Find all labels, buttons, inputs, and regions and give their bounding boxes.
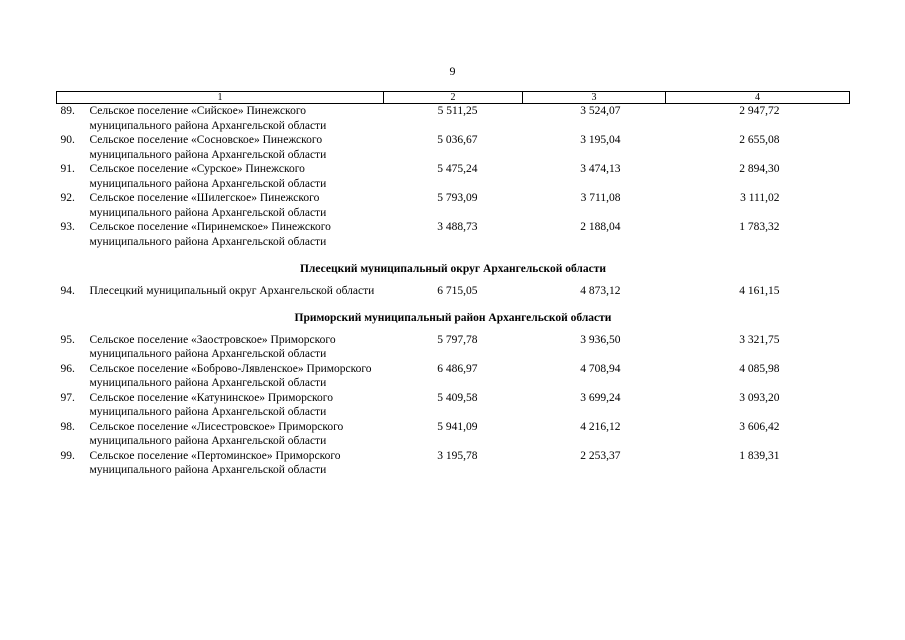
table-row <box>57 104 850 134</box>
settlement-cell <box>57 449 384 478</box>
value-col-3: 2 253,37 <box>580 449 621 462</box>
settlement-name: Сельское поселение «Сосновское» Пинежского муниципального района Архангельской области <box>89 134 327 161</box>
header-col-1: 1 <box>57 92 384 104</box>
value-col-2: 3 488,73 <box>437 221 478 233</box>
value-col-4: 2 947,72 <box>739 105 780 117</box>
section-heading-row <box>57 298 850 333</box>
value-col-2: 5 409,58 <box>437 391 478 404</box>
table-row <box>57 333 850 362</box>
table-header <box>57 92 850 104</box>
settlement-name: Сельское поселение «Сийское» Пинежского муниципального района Архангельской области <box>89 105 327 132</box>
row-number: 94. <box>60 284 75 297</box>
section-title: Приморский муниципальный район Архангельской области <box>294 312 612 324</box>
page-number: 9 <box>449 64 456 78</box>
settlement-cell <box>57 104 384 134</box>
table-body <box>57 104 850 478</box>
value-col-3: 4 873,12 <box>580 284 621 297</box>
header-col-2: 2 <box>384 92 523 104</box>
value-col-2: 5 511,25 <box>437 105 478 117</box>
table-row <box>57 220 850 249</box>
value-col-4: 3 606,42 <box>739 420 780 433</box>
value-col-3: 3 699,24 <box>580 391 621 404</box>
settlement-name: Плесецкий муниципальный округ Архангельской области <box>89 284 375 297</box>
value-col-2: 3 195,78 <box>437 449 478 462</box>
row-number: 93. <box>60 221 75 233</box>
table-row <box>57 362 850 391</box>
value-col-3: 3 195,04 <box>580 134 621 146</box>
table-row <box>57 133 850 162</box>
value-col-3: 4 708,94 <box>580 362 621 375</box>
table-row <box>57 162 850 191</box>
settlement-cell <box>57 162 384 191</box>
value-col-2: 5 793,09 <box>437 192 478 204</box>
row-number: 89. <box>60 105 75 117</box>
value-col-3: 3 524,07 <box>580 105 621 117</box>
settlement-cell <box>57 133 384 162</box>
value-col-2: 6 486,97 <box>437 362 478 375</box>
settlement-name: Сельское поселение «Пиринемское» Пинежского муниципального района Архангельской области <box>89 221 331 248</box>
value-col-4: 2 894,30 <box>739 163 780 175</box>
row-number: 99. <box>60 449 75 462</box>
row-number: 97. <box>60 391 75 404</box>
table-row <box>57 391 850 420</box>
value-col-4: 1 783,32 <box>739 221 780 233</box>
table-row <box>57 284 850 299</box>
value-col-3: 3 711,08 <box>580 192 621 204</box>
row-number: 90. <box>60 134 75 146</box>
value-col-3: 4 216,12 <box>580 420 621 433</box>
value-col-2: 5 475,24 <box>437 163 478 175</box>
settlement-cell <box>57 284 384 299</box>
table-row <box>57 191 850 220</box>
settlement-cell <box>57 220 384 249</box>
settlement-cell <box>57 333 384 362</box>
table-row <box>57 420 850 449</box>
row-number: 91. <box>60 163 75 175</box>
value-col-4: 3 111,02 <box>740 192 780 204</box>
value-col-3: 2 188,04 <box>580 221 621 233</box>
header-col-4: 4 <box>666 92 850 104</box>
value-col-4: 2 655,08 <box>739 134 780 146</box>
settlement-name: Сельское поселение «Шилегское» Пинежского муниципального района Архангельской области <box>89 192 327 219</box>
settlement-name: Сельское поселение «Заостровское» Приморского муниципального района Архангельской области <box>89 333 336 360</box>
row-number: 92. <box>60 192 75 204</box>
value-col-3: 3 474,13 <box>580 163 621 175</box>
settlement-cell <box>57 362 384 391</box>
settlement-name: Сельское поселение «Лисестровское» Приморского муниципального района Архангельской области <box>89 420 344 447</box>
value-col-2: 5 036,67 <box>437 134 478 146</box>
header-row <box>57 92 850 104</box>
row-number: 98. <box>60 420 75 433</box>
settlement-name: Сельское поселение «Пертоминское» Приморского муниципального района Архангельской области <box>89 449 341 476</box>
settlement-cell <box>57 420 384 449</box>
data-table <box>56 91 850 478</box>
value-col-4: 4 085,98 <box>739 362 780 375</box>
settlement-cell <box>57 191 384 220</box>
row-number: 96. <box>60 362 75 375</box>
row-number: 95. <box>60 333 75 346</box>
settlement-name: Сельское поселение «Катунинское» Приморского муниципального района Архангельской области <box>89 391 333 418</box>
header-col-3: 3 <box>523 92 666 104</box>
settlement-cell <box>57 391 384 420</box>
value-col-4: 4 161,15 <box>739 284 780 297</box>
value-col-2: 5 941,09 <box>437 420 478 433</box>
value-col-4: 3 321,75 <box>739 333 780 346</box>
settlement-name: Сельское поселение «Боброво-Лявленское» Приморского муниципального района Архангельской области <box>89 362 372 389</box>
section-title: Плесецкий муниципальный округ Архангельской области <box>299 263 607 275</box>
section-heading-row <box>57 249 850 284</box>
value-col-4: 3 093,20 <box>739 391 780 404</box>
value-col-2: 5 797,78 <box>437 333 478 346</box>
value-col-2: 6 715,05 <box>437 284 478 297</box>
table-row <box>57 449 850 478</box>
settlement-name: Сельское поселение «Сурское» Пинежского муниципального района Архангельской области <box>89 163 327 190</box>
value-col-3: 3 936,50 <box>580 333 621 346</box>
value-col-4: 1 839,31 <box>739 449 780 462</box>
